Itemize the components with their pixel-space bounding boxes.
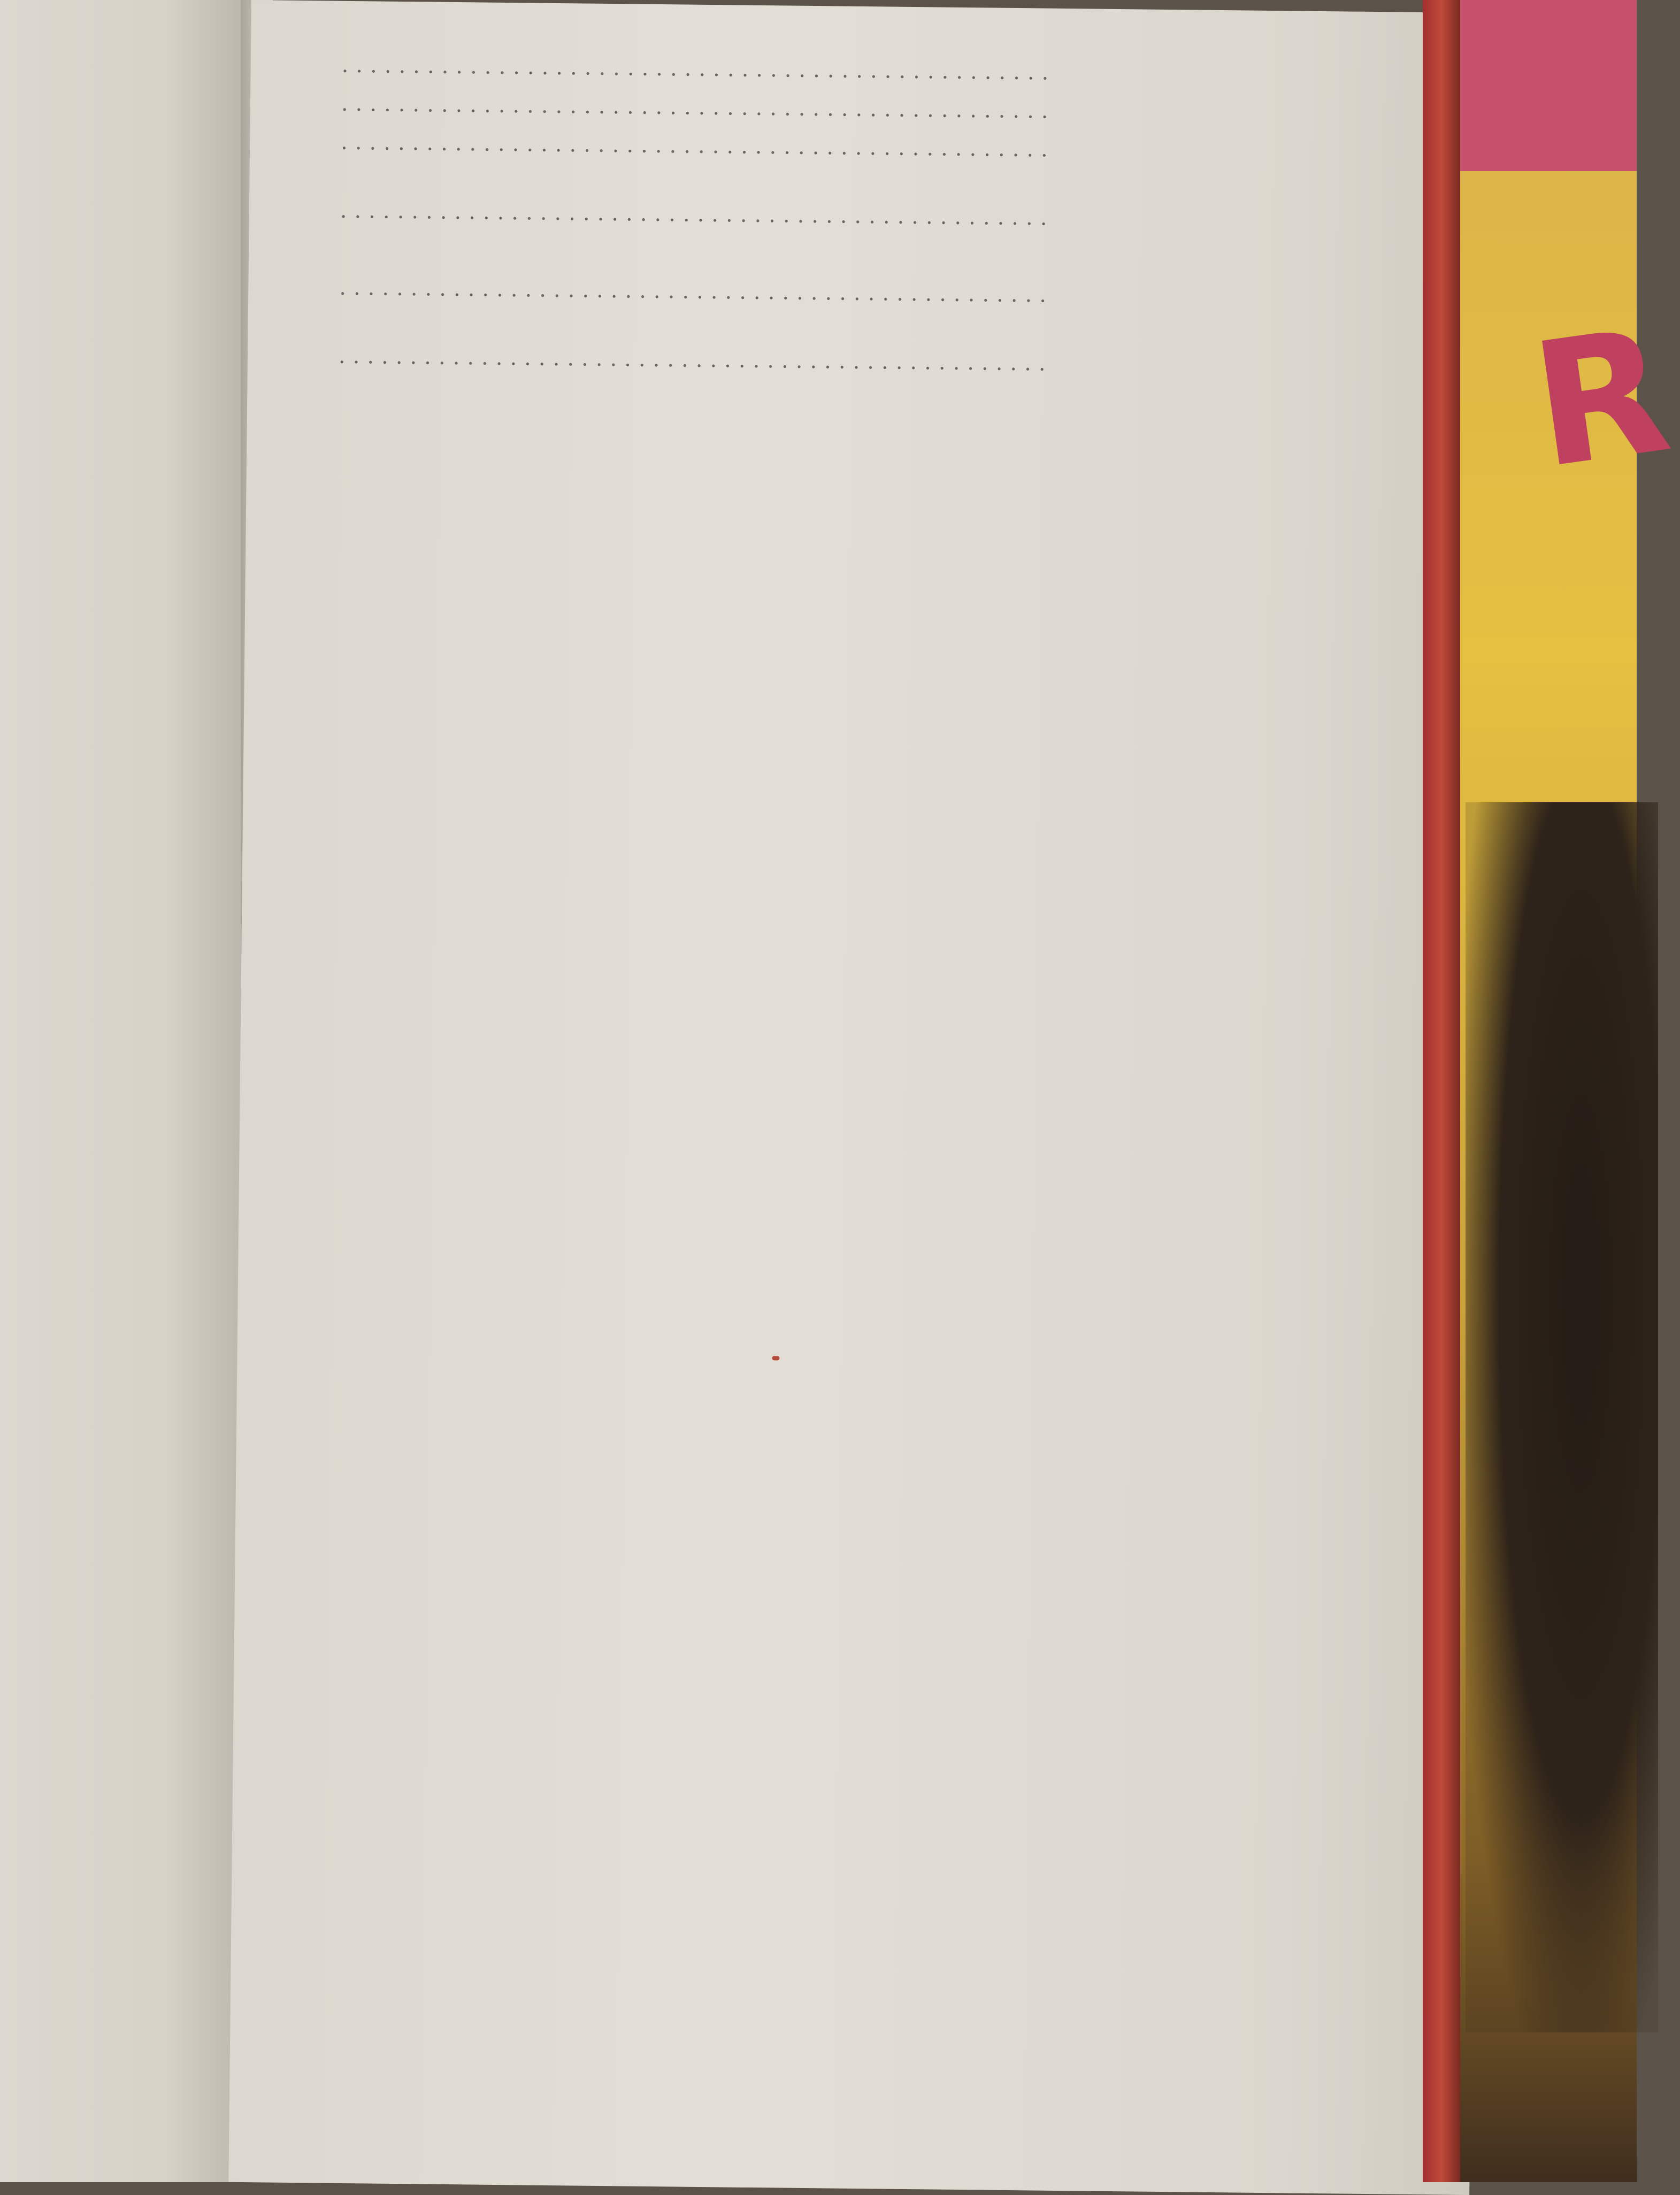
- chapter-title: ..................................................: [341, 91, 1056, 124]
- chapter-11: [335, 194, 1405, 239]
- chapter-2: [333, 305, 1403, 385]
- table-of-contents: [333, 44, 1406, 385]
- cover-dark-pattern: [1466, 802, 1658, 2032]
- chapter-title: ..................................................: [339, 275, 1054, 308]
- chapter-title: ..................................................: [340, 129, 1056, 162]
- previous-page: [0, 0, 241, 2182]
- cover-edge: [1423, 0, 1460, 2182]
- chapter-title: ..................................................: [341, 52, 1056, 85]
- book-cover: [1423, 0, 1680, 2182]
- cover-lettering: R: [1522, 291, 1680, 507]
- chapter-8: [336, 48, 1406, 94]
- chapter-9: [336, 87, 1406, 132]
- page-number: [229, 2075, 1470, 2088]
- chapter-title: ..................................................: [340, 198, 1055, 231]
- contents-page: [228, 0, 1492, 2195]
- ink-mark: [772, 1356, 779, 1360]
- chapter-title: ..................................................: [338, 343, 1053, 376]
- chapter-10: [335, 125, 1405, 201]
